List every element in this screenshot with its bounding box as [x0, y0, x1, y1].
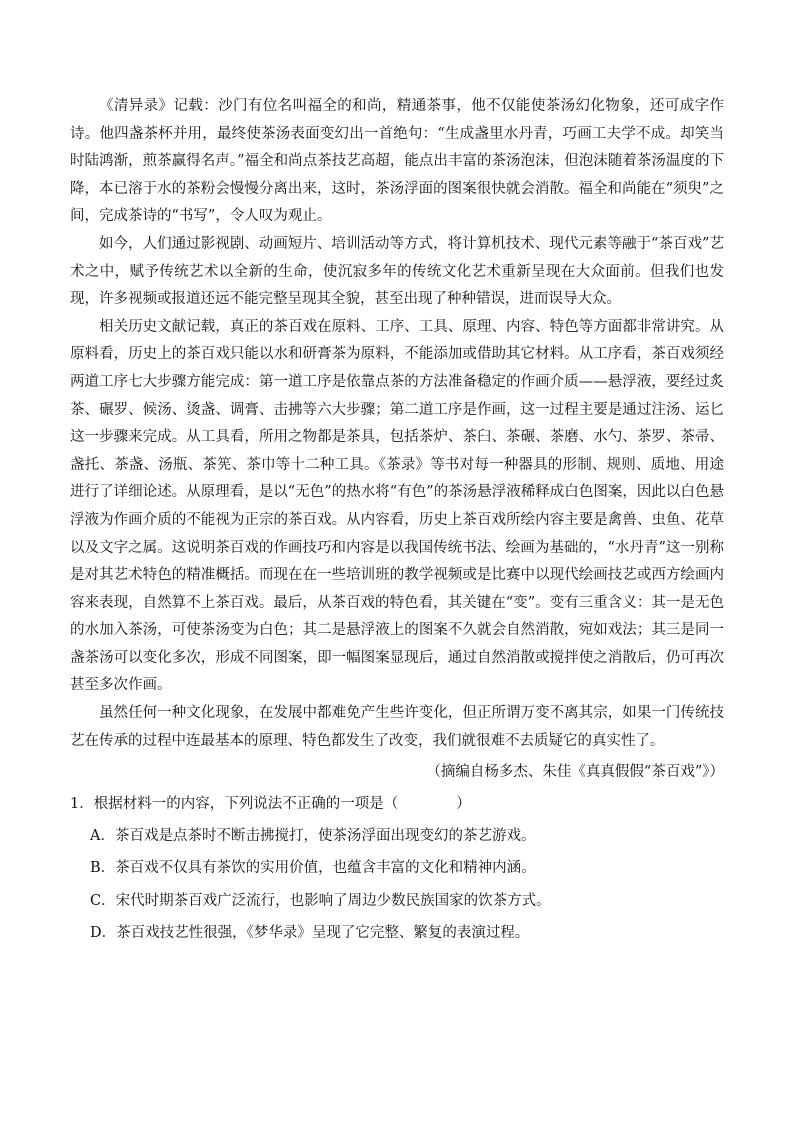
article-body	[70, 93, 724, 787]
paragraph-3: 相关历史文献记载，真正的茶百戏在原料、工序、工具、原理、内容、特色等方面都非常讲究。从原料看，历史上的茶百戏只能以水和研膏茶为原料，不能添加或借助其它材料。从工序看，茶百戏须经两道工序七大步骤方能完成：第一道工序是依靠点茶的方法准备稳定的作画介质——悬浮液，要经过炙茶、碾罗、候汤、烫盏、调膏、击拂等六大步骤；第二道工序是作画，这一过程主要是通过注汤、运匕这一步骤来完成。从工具看，所用之物都是茶具，包括茶炉、茶臼、茶碾、茶磨、水勺、茶罗、茶帚、盏托、茶盏、汤瓶、茶筅、茶巾等十二种工具。《茶录》等书对每一种器具的形制、规则、质地、用途进行了详细论述。从原理看，是以“无色”的热水将“有色”的茶汤悬浮液稀释成白色图案，因此以白色悬浮液为作画介质的不能视为正宗的茶百戏。从内容看，历史上茶百戏所绘内容主要是禽兽、虫鱼、花草以及文字之属。这说明茶百戏的作画技巧和内容是以我国传统书法、绘画为基础的，“水丹青”这一别称是对其艺术特色的精准概括。而现在在一些培训班的教学视频或是比赛中以现代绘画技艺或西方绘画内容来表现，自然算不上茶百戏。最后，从茶百戏的特色看，其关键在“变”。变有三重含义：其一是无色的水加入茶汤，可使茶汤变为白色；其二是悬浮液上的图案不久就会自然消散，宛如戏法；其三是同一盏茶汤可以变化多次，形成不同图案，即一幅图案显现后，通过自然消散或搅拌使之消散后，仍可再次甚至多次作画。	[70, 318, 724, 694]
option-b[interactable]: B．茶百戏不仅具有茶饮的实用价值，也蕴含丰富的文化和精神内涵。	[90, 860, 536, 877]
option-c[interactable]: C．宋代时期茶百戏广泛流行，也影响了周边少数民族国家的饮茶方式。	[90, 892, 551, 909]
question-stem: 1．根据材料一的内容，下列说法不正确的一项是（ ）	[70, 795, 471, 812]
option-a[interactable]: A．茶百戏是点茶时不断击拂搅打，使茶汤浮面出现变幻的茶艺游戏。	[90, 827, 536, 844]
source-citation: （摘编自杨多杰、朱佳《真真假假“茶百戏”》）	[426, 764, 724, 781]
paragraph-1: 《清异录》记载：沙门有位名叫福全的和尚，精通茶事，他不仅能使茶汤幻化物象，还可成字作诗。他四盏茶杯并用，最终使茶汤表面变幻出一首绝句：“生成盏里水丹青，巧画工夫学不成。却笑当时陆鸿渐，煎茶赢得名声。”福全和尚点茶技艺高超，能点出丰富的茶汤泡沫，但泡沫随着茶汤温度的下降，本已溶于水的茶粉会慢慢分离出来，这时，茶汤浮面的图案很快就会消散。福全和尚能在“须臾”之间，完成茶诗的“书写”，令人叹为观止。	[70, 98, 724, 225]
paragraph-2: 如今，人们通过影视剧、动画短片、培训活动等方式，将计算机技术、现代元素等融于“茶百戏”艺术之中，赋予传统艺术以全新的生命，使沉寂多年的传统文化艺术重新呈现在大众面前。但我们也发现，许多视频或报道还远不能完整呈现其全貌，甚至出现了种种错误，进而误导大众。	[70, 235, 724, 308]
paragraph-4: 虽然任何一种文化现象，在发展中都难免产生些许变化，但正所谓万变不离其宗，如果一门传统技艺在传承的过程中连最基本的原理、特色都发生了改变，我们就很难不去质疑它的真实性了。	[70, 705, 724, 749]
option-d[interactable]: D．茶百戏技艺性很强，《梦华录》呈现了它完整、繁复的表演过程。	[90, 925, 530, 942]
question-block	[70, 789, 724, 950]
